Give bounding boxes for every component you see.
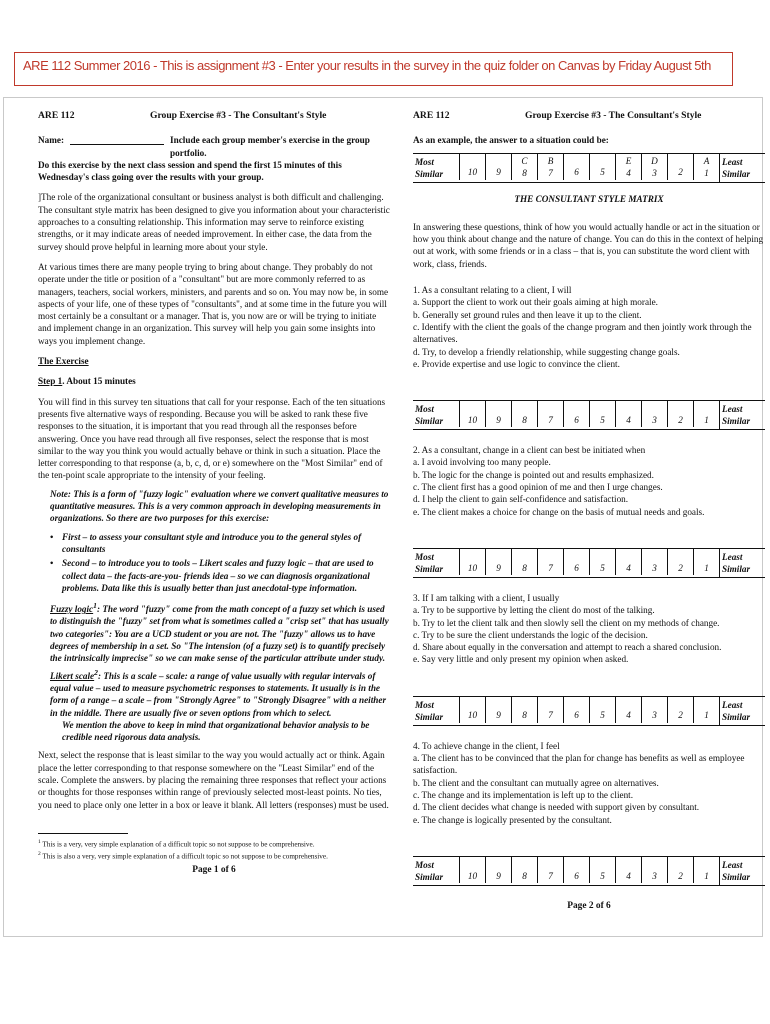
scale-number: 4 — [626, 562, 631, 573]
scale-number: 3 — [652, 870, 657, 881]
question-option: c. The client first has a good opinion of me and then I urge changes. — [413, 482, 663, 493]
scale-cell-5[interactable] — [589, 154, 615, 180]
scale-number: 9 — [496, 710, 501, 721]
name-note: Include each group member's exercise in the group portfolio. — [170, 135, 370, 158]
scale-cell-7[interactable] — [537, 697, 563, 723]
scale-cell-3[interactable] — [641, 857, 667, 883]
page-number: Page 2 of 6 — [567, 900, 611, 911]
intro-paragraph-1: ]The role of the organizational consultant or business analyst is both difficult and challenging. The consultant style matrix has been designed to give you information about your characteristic approaches to a consulting relationship. This information may serve to reinforce existing strengths, or it may indicate areas of needed improvement. In either case, the data from the survey should prove helpful in learning more about your style. — [38, 192, 390, 252]
scale-cell-10[interactable] — [459, 697, 485, 723]
most-similar-label — [413, 697, 459, 725]
similar-text: Similar — [415, 168, 444, 179]
scale-number: 4 — [626, 870, 631, 881]
fuzzy-logic-term: Fuzzy logic — [50, 604, 94, 615]
most-similar-label — [413, 549, 459, 577]
least-text: Least — [722, 404, 743, 415]
scale-cell-6[interactable] — [563, 154, 589, 180]
page-header — [413, 110, 765, 122]
bullet-2-text: Second – to introduce you to tools – Likert scales and fuzzy logic – that are used to collect data – the facts-are-you- friends idea – so we can diagnosis organizational problems. Data like this is usually better than just anecdotal-type information. — [62, 558, 374, 593]
scale-cell-4[interactable] — [615, 857, 641, 883]
question-option: a. I avoid involving too many people. — [413, 457, 551, 468]
scale-number: 7 — [548, 167, 553, 178]
matrix-title: THE CONSULTANT STYLE MATRIX — [514, 193, 664, 204]
scale-cell-3[interactable] — [641, 154, 667, 180]
question-1 — [413, 284, 765, 430]
scale-number: 8 — [522, 562, 527, 573]
footnote-2-text: This is also a very, very simple explanation of a difficult topic so not suppose to be comprehensive. — [42, 852, 328, 861]
note-text: Note: This is a form of "fuzzy logic" evaluation where we convert qualitative measures to quantitative measures. This is a very common approach in developing measurements in organizations. So there are two purposes for this exercise: — [50, 488, 389, 524]
scale-cell-10[interactable] — [459, 549, 485, 575]
scale-cell-4[interactable] — [615, 697, 641, 723]
scale-cell-6[interactable] — [563, 697, 589, 723]
scale-cell-5[interactable] — [589, 857, 615, 883]
similar-text: Similar — [722, 168, 751, 179]
question-3 — [413, 592, 765, 726]
answer-scale — [413, 400, 765, 430]
scale-cells — [459, 549, 719, 577]
scale-cell-3[interactable] — [641, 401, 667, 427]
similar-text: Similar — [415, 563, 444, 574]
matrix-intro: In answering these questions, think of how you would actually handle or act in the situation or how you think about change and the nature of change. You can do this in the context of helping out at work, with some friends or in a class – that is, you can substitute the word client with work, class, friends. — [413, 221, 764, 269]
response-letter: D — [651, 155, 658, 166]
scale-cell-7[interactable] — [537, 857, 563, 883]
scale-cell-6[interactable] — [563, 401, 589, 427]
scale-number: 8 — [522, 414, 527, 425]
answer-scale — [413, 696, 765, 726]
question-option: e. The change is logically presented by the consultant. — [413, 814, 612, 825]
most-text: Most — [415, 551, 434, 562]
scale-cell-3[interactable] — [641, 549, 667, 575]
similar-text: Similar — [415, 711, 444, 722]
most-text: Most — [415, 859, 434, 870]
scale-number: 7 — [548, 414, 553, 425]
page-2 — [413, 110, 765, 912]
scale-cell-2[interactable] — [667, 401, 693, 427]
footnote-2: $^2$ This is also a very, very simple explanation of a difficult topic so not suppose to be comprehensive. — [38, 850, 328, 861]
scale-number: 9 — [496, 870, 501, 881]
question-option: e. The client makes a choice for change on the basis of mutual needs and goals. — [413, 506, 705, 517]
scale-cell-7[interactable] — [537, 549, 563, 575]
step-label: Step 1 — [38, 376, 63, 387]
likert-text: : This is a scale – scale: a range of value usually with regular intervals of equal value – used to measure psychometric responses to statements. It usually is in the form of a range – a scale – from "Strongly Agree" to "Strongly Disagree" with a neither in the middle. There are usually five or seven options from which to select. — [50, 670, 387, 718]
scale-number: 2 — [678, 562, 683, 573]
scale-cell-1[interactable] — [693, 154, 719, 180]
scale-number: 8 — [522, 167, 527, 178]
scale-number: 3 — [652, 167, 657, 178]
scale-cell-6[interactable] — [563, 857, 589, 883]
similar-text: Similar — [722, 563, 751, 574]
next-paragraph: Next, select the response that is least similar to the way you would actually act or think. Again place the letter corresponding to that response somewhere on the "Least Similar" end of the scale. Complete the answers. by placing the remaining three responses that reflect your actions or thoughts for those responses within range of previously selected most-least points. No ties, you need to place only one letter in a box or leave it blank. All letters (responses) must be used. — [38, 750, 389, 810]
course-code: ARE 112 — [38, 110, 75, 121]
question-option: d. The client decides what change is needed with support given by consultant. — [413, 802, 700, 813]
bullet-1-text: First – to assess your consultant style and introduce you to the general styles of consultants — [62, 531, 362, 554]
scale-cell-8[interactable] — [511, 697, 537, 723]
intro-paragraph-2: At various times there are many people trying to bring about change. They probably do not operate under the title or position of a "consultant" but are more commonly referred to as managers, teachers, social workers, ministers, and parents and so on. You may now be, in some aspects of your life, one of these types of "consultants", and at some time in the future you will most certainly be a consultant or a manager. That is, you now are or will be trying to initiate and implement change in an organization. This survey will help you gain some insights into ways you implement change. — [38, 261, 389, 346]
scale-cell-9[interactable] — [485, 857, 511, 883]
exercise-title: Group Exercise #3 - The Consultant's Style — [525, 110, 702, 121]
likert-paragraph: Likert scale$^2$: This is a scale – scale: a range of value usually with regular intervals of equal value – used to measure psychometric responses to statements. It usually is in the form of a range – a scale – from "Strongly Agree" to "Strongly Disagree" with a neither in the middle. There are usually five or seven options from which to select. — [50, 667, 387, 718]
scale-number: 1 — [704, 414, 709, 425]
response-letter: A — [703, 155, 710, 166]
question-option: d. Share about equally in the conversation and attempt to reach a shared conclusion. — [413, 642, 722, 653]
least-similar-label — [719, 154, 765, 182]
scale-cell-8[interactable] — [511, 401, 537, 427]
course-code: ARE 112 — [413, 110, 450, 121]
most-similar-label — [413, 401, 459, 429]
assignment-banner: ARE 112 Summer 2016 - This is assignment #3 - Enter your results in the survey in the quiz folder on Canvas by Friday August 5th — [14, 52, 733, 86]
bullet-2 — [50, 557, 390, 594]
scale-number: 10 — [467, 167, 478, 178]
question-option: d. Try, to develop a friendly relationship, while suggesting change goals. — [413, 346, 680, 357]
scale-cell-10[interactable] — [459, 857, 485, 883]
scale-number: 6 — [574, 167, 579, 178]
least-text: Least — [722, 699, 743, 710]
question-option: e. Provide expertise and use logic to convince the client. — [413, 358, 620, 369]
scale-cell-5[interactable] — [589, 401, 615, 427]
note-block — [38, 488, 390, 744]
scale-cell-1[interactable] — [693, 697, 719, 723]
answer-scale — [413, 856, 765, 886]
scale-number: 5 — [600, 167, 605, 178]
step-text: . About 15 minutes — [62, 376, 136, 387]
answer-scale — [413, 548, 765, 578]
question-option: a. The client has to be convinced that the plan for change has benefits as well as employee satisfaction. — [413, 753, 745, 776]
scale-number: 2 — [678, 167, 683, 178]
scale-number: 3 — [652, 414, 657, 425]
exercise-title: Group Exercise #3 - The Consultant's Style — [150, 110, 327, 121]
scale-cell-6[interactable] — [563, 549, 589, 575]
question-option: b. Generally set ground rules and then leave it up to the client. — [413, 309, 642, 320]
question-option: a. Try to be supportive by letting the client do most of the talking. — [413, 605, 655, 616]
least-similar-label — [719, 857, 765, 885]
bullet-icon: • — [50, 531, 54, 542]
example-label: As an example, the answer to a situation could be: — [413, 135, 609, 146]
scale-number: 2 — [678, 710, 683, 721]
question-option: b. Try to let the client talk and then slowly sell the client on my methods of change. — [413, 617, 720, 628]
question-option: c. The change and its implementation is left up to the client. — [413, 789, 634, 800]
question-option: e. Say very little and only present my opinion when asked. — [413, 654, 629, 665]
question-option: c. Try to be sure the client understands the logic of the decision. — [413, 629, 648, 640]
question-stem: 3. If I am talking with a client, I usually — [413, 592, 560, 603]
scale-cell-10[interactable] — [459, 401, 485, 427]
scale-number: 1 — [704, 710, 709, 721]
scale-number: 10 — [467, 562, 478, 573]
scale-cell-7[interactable] — [537, 401, 563, 427]
scale-number: 4 — [626, 710, 631, 721]
least-text: Least — [722, 551, 743, 562]
similar-text: Similar — [415, 871, 444, 882]
likert-term: Likert scale — [50, 670, 95, 681]
step-body: You will find in this survey ten situations that call for your response. Each of the ten situations presents five alternative ways of responding. Because you will be asked to rank these five responses to the situation, it is important that you read through all the responses before answering. Once you have read through all five responses, select the response that is most similar to the way you think you would actually behave or think in such a situation. Place the letter corresponding to that response (a, b, c, d, or e) somewhere on the "Most Similar" end of the ten-point scale appropriate to the intensity of your feeling. — [38, 396, 386, 481]
scale-number: 1 — [704, 167, 709, 178]
question-option: c. Identify with the client the goals of the change program and then jointly work through the alternatives. — [413, 321, 752, 345]
scale-number: 5 — [600, 562, 605, 573]
scale-cell-9[interactable] — [485, 401, 511, 427]
scale-number: 8 — [522, 870, 527, 881]
scale-cell-10[interactable] — [459, 154, 485, 180]
scale-cell-2[interactable] — [667, 697, 693, 723]
scale-number: 2 — [678, 414, 683, 425]
least-text: Least — [722, 859, 743, 870]
scale-cell-5[interactable] — [589, 697, 615, 723]
scale-cell-9[interactable] — [485, 697, 511, 723]
scale-cell-8[interactable] — [511, 154, 537, 180]
most-text: Most — [415, 699, 434, 710]
most-text: Most — [415, 156, 434, 167]
scale-cell-4[interactable] — [615, 549, 641, 575]
similar-text: Similar — [722, 871, 751, 882]
scale-cell-1[interactable] — [693, 549, 719, 575]
response-letter: C — [521, 155, 528, 166]
scale-number: 7 — [548, 870, 553, 881]
question-option: b. The logic for the change is pointed out and results emphasized. — [413, 469, 654, 480]
scale-cell-3[interactable] — [641, 697, 667, 723]
least-similar-label — [719, 401, 765, 429]
scale-number: 10 — [467, 414, 478, 425]
scale-cell-1[interactable] — [693, 857, 719, 883]
response-letter: B — [547, 155, 554, 166]
question-list — [413, 284, 765, 886]
most-similar-label — [413, 154, 459, 182]
scale-cells — [459, 857, 719, 885]
question-2 — [413, 444, 765, 578]
scale-number: 5 — [600, 710, 605, 721]
scale-cells — [459, 697, 719, 725]
question-option: a. Support the client to work out their goals aiming at high morale. — [413, 297, 658, 308]
scale-number: 9 — [496, 167, 501, 178]
scale-cell-2[interactable] — [667, 549, 693, 575]
page-number: Page 1 of 6 — [192, 864, 236, 875]
similar-text: Similar — [722, 711, 751, 722]
name-label: Name: — [38, 135, 65, 146]
most-text: Most — [415, 404, 434, 415]
footnote-1: $^1$ This is a very, very simple explanation of a difficult topic so not suppose to be comprehensive. — [38, 838, 315, 849]
scale-cell-4[interactable] — [615, 401, 641, 427]
question-stem: 4. To achieve change in the client, I feel — [413, 740, 560, 751]
scale-number: 7 — [548, 562, 553, 573]
exercise-heading: The Exercise — [38, 356, 89, 367]
instructions: Do this exercise by the next class session and spend the first 15 minutes of this Wednesday's class going over the results with your group. — [38, 159, 342, 183]
question-4 — [413, 740, 765, 886]
name-field[interactable] — [70, 134, 164, 145]
scale-number: 3 — [652, 710, 657, 721]
scale-number: 9 — [496, 414, 501, 425]
footnote-1-text: This is a very, very simple explanation of a difficult topic so not suppose to be comprehensive. — [42, 840, 315, 849]
scale-number: 1 — [704, 562, 709, 573]
scale-number: 1 — [704, 870, 709, 881]
least-text: Least — [722, 156, 743, 167]
least-similar-label — [719, 549, 765, 577]
scale-number: 6 — [574, 562, 579, 573]
question-option: d. I help the client to gain self-confidence and satisfaction. — [413, 494, 629, 505]
scale-cell-8[interactable] — [511, 857, 537, 883]
name-row — [38, 134, 390, 159]
fuzzy-logic-paragraph: Fuzzy logic$^1$: The word "fuzzy" come from the math concept of a fuzzy set which is used to distinguish the "fuzzy" set from what is sometimes called a "crisp set" that has usually two categories": You are a UCD student or you are not. The "fuzzy" allows us to have degrees of membership in a set. So "The intension (of a fuzzy set) is to quantify precisely the intrinsically imprecise" so we can make sense of the particular attribute under study. — [50, 601, 389, 664]
scale-cell-2[interactable] — [667, 154, 693, 180]
scale-cell-8[interactable] — [511, 549, 537, 575]
least-similar-label — [719, 697, 765, 725]
scale-number: 4 — [626, 167, 631, 178]
question-option: b. The client and the consultant can mutually agree on alternatives. — [413, 777, 659, 788]
scale-number: 2 — [678, 870, 683, 881]
most-similar-label — [413, 857, 459, 885]
fuzzy-logic-text: : The word "fuzzy" come from the math concept of a fuzzy set which is used to distinguish the "fuzzy" set from what is sometimes called a "crisp set" that has usually two categories": You are a UCD student or you are not. The "fuzzy" allows us to have degrees of membership in a set. So "The intension (of a fuzzy set) is to quantify precisely the intrinsically imprecise" so we can make sense of the particular attribute under study. — [50, 604, 389, 664]
step-heading — [38, 375, 390, 387]
question-stem: 1. As a consultant relating to a client, I will — [413, 285, 572, 296]
scale-cell-4[interactable] — [615, 154, 641, 180]
scale-cell-9[interactable] — [485, 154, 511, 180]
similar-text: Similar — [722, 416, 751, 427]
scale-cell-5[interactable] — [589, 549, 615, 575]
scale-number: 6 — [574, 414, 579, 425]
scale-cells — [459, 154, 719, 182]
scale-number: 6 — [574, 710, 579, 721]
scale-number: 10 — [467, 870, 478, 881]
bullet-icon: • — [50, 558, 54, 569]
footnote-divider — [38, 833, 128, 834]
scale-cell-9[interactable] — [485, 549, 511, 575]
mention-paragraph: We mention the above to keep in mind that organizational behavior analysis to be credible need rigorous data analysis. — [62, 719, 370, 743]
scale-number: 10 — [467, 710, 478, 721]
scale-cell-1[interactable] — [693, 401, 719, 427]
document-sheet — [3, 97, 763, 937]
bullet-1 — [50, 531, 390, 556]
page-1 — [38, 110, 390, 876]
scale-number: 7 — [548, 710, 553, 721]
scale-cells — [459, 401, 719, 429]
scale-number: 6 — [574, 870, 579, 881]
question-stem: 2. As a consultant, change in a client can best be initiated when — [413, 445, 646, 456]
scale-number: 4 — [626, 414, 631, 425]
scale-number: 9 — [496, 562, 501, 573]
page-header — [38, 110, 390, 122]
scale-number: 5 — [600, 870, 605, 881]
response-letter: E — [625, 155, 632, 166]
similar-text: Similar — [415, 416, 444, 427]
scale-number: 8 — [522, 710, 527, 721]
scale-number: 5 — [600, 414, 605, 425]
scale-cell-2[interactable] — [667, 857, 693, 883]
example-scale — [413, 153, 765, 183]
scale-number: 3 — [652, 562, 657, 573]
scale-cell-7[interactable] — [537, 154, 563, 180]
